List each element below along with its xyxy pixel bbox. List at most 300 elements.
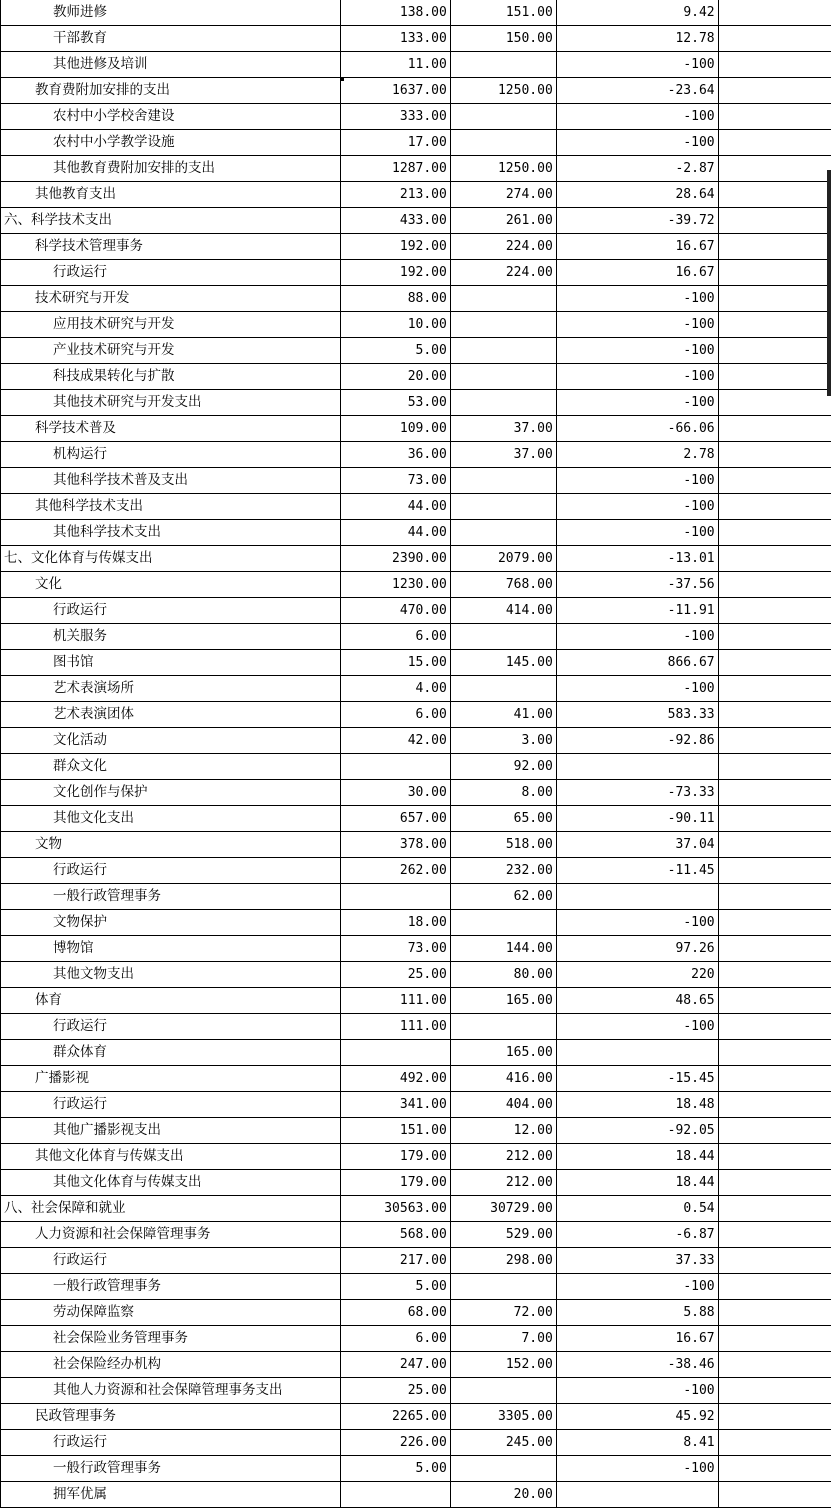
value-cell-1[interactable]: 6.00 [340,624,450,650]
empty-cell[interactable] [718,728,831,754]
empty-cell[interactable] [718,1300,831,1326]
value-cell-1[interactable]: 1287.00 [340,156,450,182]
change-percent-cell[interactable]: -100 [556,1456,718,1482]
change-percent-cell[interactable]: -92.86 [556,728,718,754]
value-cell-2[interactable] [450,52,556,78]
item-name-cell[interactable]: 农村中小学校舍建设 [1,104,341,130]
value-cell-2[interactable] [450,104,556,130]
item-name-cell[interactable]: 行政运行 [1,1430,341,1456]
value-cell-2[interactable] [450,468,556,494]
change-percent-cell[interactable] [556,754,718,780]
value-cell-1[interactable]: 1230.00 [340,572,450,598]
item-name-cell[interactable]: 体育 [1,988,341,1014]
item-name-cell[interactable]: 六、科学技术支出 [1,208,341,234]
item-name-cell[interactable]: 图书馆 [1,650,341,676]
change-percent-cell[interactable]: -6.87 [556,1222,718,1248]
empty-cell[interactable] [718,546,831,572]
empty-cell[interactable] [718,520,831,546]
change-percent-cell[interactable]: -11.45 [556,858,718,884]
empty-cell[interactable] [718,884,831,910]
item-name-cell[interactable]: 博物馆 [1,936,341,962]
empty-cell[interactable] [718,104,831,130]
budget-table-body [1,0,831,1508]
empty-cell[interactable] [718,260,831,286]
value-cell-1[interactable]: 179.00 [340,1144,450,1170]
value-cell-2[interactable] [450,338,556,364]
change-percent-cell[interactable]: -100 [556,1274,718,1300]
value-cell-1[interactable]: 179.00 [340,1170,450,1196]
value-cell-2[interactable]: 41.00 [450,702,556,728]
change-percent-cell[interactable]: 220 [556,962,718,988]
value-cell-2[interactable]: 145.00 [450,650,556,676]
change-percent-cell[interactable]: 97.26 [556,936,718,962]
item-name-cell[interactable]: 行政运行 [1,858,341,884]
value-cell-1[interactable]: 213.00 [340,182,450,208]
item-name-cell[interactable]: 劳动保障监察 [1,1300,341,1326]
empty-cell[interactable] [718,806,831,832]
value-cell-2[interactable]: 274.00 [450,182,556,208]
empty-cell[interactable] [718,1274,831,1300]
empty-cell[interactable] [718,26,831,52]
change-percent-cell[interactable]: 28.64 [556,182,718,208]
change-percent-cell[interactable]: -100 [556,494,718,520]
empty-cell[interactable] [718,468,831,494]
value-cell-1[interactable]: 36.00 [340,442,450,468]
change-percent-cell[interactable]: -90.11 [556,806,718,832]
value-cell-1[interactable]: 341.00 [340,1092,450,1118]
value-cell-2[interactable]: 3.00 [450,728,556,754]
change-percent-cell[interactable]: -37.56 [556,572,718,598]
item-name-cell[interactable]: 科学技术普及 [1,416,341,442]
change-percent-cell[interactable]: -73.33 [556,780,718,806]
change-percent-cell[interactable]: -100 [556,130,718,156]
value-cell-2[interactable]: 224.00 [450,260,556,286]
item-name-cell[interactable]: 社会保险经办机构 [1,1352,341,1378]
change-percent-cell[interactable] [556,884,718,910]
item-name-cell[interactable]: 行政运行 [1,1248,341,1274]
change-percent-cell[interactable]: -100 [556,364,718,390]
empty-cell[interactable] [718,1092,831,1118]
value-cell-1[interactable]: 15.00 [340,650,450,676]
value-cell-2[interactable]: 165.00 [450,988,556,1014]
value-cell-2[interactable]: 165.00 [450,1040,556,1066]
change-percent-cell[interactable]: -13.01 [556,546,718,572]
value-cell-2[interactable] [450,130,556,156]
vertical-scrollbar[interactable] [827,170,831,396]
value-cell-1[interactable]: 11.00 [340,52,450,78]
empty-cell[interactable] [718,182,831,208]
empty-cell[interactable] [718,1456,831,1482]
item-name-cell[interactable]: 文化活动 [1,728,341,754]
change-percent-cell[interactable]: -66.06 [556,416,718,442]
value-cell-2[interactable]: 80.00 [450,962,556,988]
empty-cell[interactable] [718,832,831,858]
value-cell-1[interactable]: 30563.00 [340,1196,450,1222]
item-name-cell[interactable]: 其他教育费附加安排的支出 [1,156,341,182]
empty-cell[interactable] [718,1404,831,1430]
empty-cell[interactable] [718,52,831,78]
value-cell-1[interactable]: 111.00 [340,988,450,1014]
table-row [1,234,831,260]
item-name-cell[interactable]: 文物保护 [1,910,341,936]
value-cell-2[interactable] [450,1274,556,1300]
item-name-cell[interactable]: 教师进修 [1,0,341,26]
value-cell-1[interactable]: 20.00 [340,364,450,390]
value-cell-1[interactable]: 492.00 [340,1066,450,1092]
item-name-cell[interactable]: 八、社会保障和就业 [1,1196,341,1222]
table-row [1,884,831,910]
change-percent-cell[interactable]: 16.67 [556,1326,718,1352]
value-cell-2[interactable]: 224.00 [450,234,556,260]
item-name-cell[interactable]: 拥军优属 [1,1482,341,1508]
value-cell-2[interactable] [450,286,556,312]
value-cell-1[interactable]: 5.00 [340,338,450,364]
change-percent-cell[interactable]: 45.92 [556,1404,718,1430]
change-percent-cell[interactable]: 16.67 [556,260,718,286]
value-cell-2[interactable]: 2079.00 [450,546,556,572]
empty-cell[interactable] [718,910,831,936]
value-cell-1[interactable]: 2390.00 [340,546,450,572]
value-cell-1[interactable]: 5.00 [340,1456,450,1482]
value-cell-1[interactable]: 262.00 [340,858,450,884]
table-row [1,1014,831,1040]
value-cell-1[interactable]: 470.00 [340,598,450,624]
value-cell-2[interactable]: 151.00 [450,0,556,26]
empty-cell[interactable] [718,208,831,234]
empty-cell[interactable] [718,130,831,156]
empty-cell[interactable] [718,1430,831,1456]
empty-cell[interactable] [718,754,831,780]
value-cell-2[interactable]: 212.00 [450,1170,556,1196]
value-cell-1[interactable]: 151.00 [340,1118,450,1144]
value-cell-2[interactable]: 404.00 [450,1092,556,1118]
empty-cell[interactable] [718,1040,831,1066]
change-percent-cell[interactable]: 18.48 [556,1092,718,1118]
change-percent-cell[interactable]: 8.41 [556,1430,718,1456]
value-cell-2[interactable]: 7.00 [450,1326,556,1352]
item-name-cell[interactable]: 广播影视 [1,1066,341,1092]
empty-cell[interactable] [718,156,831,182]
value-cell-1[interactable]: 73.00 [340,468,450,494]
value-cell-2[interactable] [450,624,556,650]
value-cell-1[interactable]: 138.00 [340,0,450,26]
empty-cell[interactable] [718,494,831,520]
empty-cell[interactable] [718,962,831,988]
empty-cell[interactable] [718,1248,831,1274]
value-cell-1[interactable] [340,1040,450,1066]
value-cell-1[interactable]: 68.00 [340,1300,450,1326]
empty-cell[interactable] [718,286,831,312]
item-name-cell[interactable]: 文化创作与保护 [1,780,341,806]
change-percent-cell[interactable]: 583.33 [556,702,718,728]
item-name-cell[interactable]: 行政运行 [1,1014,341,1040]
empty-cell[interactable] [718,572,831,598]
change-percent-cell[interactable]: 18.44 [556,1144,718,1170]
value-cell-1[interactable]: 217.00 [340,1248,450,1274]
table-row [1,832,831,858]
empty-cell[interactable] [718,1144,831,1170]
change-percent-cell[interactable]: -2.87 [556,156,718,182]
value-cell-2[interactable] [450,910,556,936]
change-percent-cell[interactable]: 866.67 [556,650,718,676]
value-cell-1[interactable]: 25.00 [340,1378,450,1404]
value-cell-2[interactable]: 298.00 [450,1248,556,1274]
empty-cell[interactable] [718,702,831,728]
item-name-cell[interactable]: 民政管理事务 [1,1404,341,1430]
value-cell-2[interactable] [450,390,556,416]
value-cell-2[interactable]: 245.00 [450,1430,556,1456]
item-name-cell[interactable]: 其他文化体育与传媒支出 [1,1144,341,1170]
value-cell-2[interactable] [450,676,556,702]
item-name-cell[interactable]: 其他广播影视支出 [1,1118,341,1144]
change-percent-cell[interactable]: -100 [556,468,718,494]
item-name-cell[interactable]: 人力资源和社会保障管理事务 [1,1222,341,1248]
value-cell-2[interactable]: 37.00 [450,416,556,442]
item-name-cell[interactable]: 艺术表演团体 [1,702,341,728]
value-cell-1[interactable]: 73.00 [340,936,450,962]
item-name-cell[interactable]: 应用技术研究与开发 [1,312,341,338]
empty-cell[interactable] [718,650,831,676]
item-name-cell[interactable]: 七、文化体育与传媒支出 [1,546,341,572]
value-cell-2[interactable]: 30729.00 [450,1196,556,1222]
value-cell-1[interactable]: 109.00 [340,416,450,442]
item-name-cell[interactable]: 艺术表演场所 [1,676,341,702]
value-cell-2[interactable] [450,364,556,390]
value-cell-2[interactable]: 232.00 [450,858,556,884]
empty-cell[interactable] [718,780,831,806]
value-cell-1[interactable]: 111.00 [340,1014,450,1040]
empty-cell[interactable] [718,364,831,390]
value-cell-2[interactable]: 150.00 [450,26,556,52]
item-name-cell[interactable]: 其他教育支出 [1,182,341,208]
value-cell-2[interactable]: 62.00 [450,884,556,910]
empty-cell[interactable] [718,936,831,962]
change-percent-cell[interactable]: 9.42 [556,0,718,26]
item-name-cell[interactable]: 其他文物支出 [1,962,341,988]
table-row [1,650,831,676]
empty-cell[interactable] [718,1066,831,1092]
change-percent-cell[interactable]: -100 [556,104,718,130]
change-percent-cell[interactable]: 0.54 [556,1196,718,1222]
value-cell-1[interactable]: 18.00 [340,910,450,936]
change-percent-cell[interactable]: -100 [556,338,718,364]
value-cell-1[interactable]: 657.00 [340,806,450,832]
item-name-cell[interactable]: 一般行政管理事务 [1,1274,341,1300]
value-cell-1[interactable]: 226.00 [340,1430,450,1456]
item-name-cell[interactable]: 其他科学技术支出 [1,520,341,546]
change-percent-cell[interactable] [556,1482,718,1508]
value-cell-1[interactable]: 568.00 [340,1222,450,1248]
value-cell-2[interactable]: 1250.00 [450,78,556,104]
item-name-cell[interactable]: 其他进修及培训 [1,52,341,78]
change-percent-cell[interactable]: 16.67 [556,234,718,260]
item-name-cell[interactable]: 机关服务 [1,624,341,650]
value-cell-2[interactable]: 92.00 [450,754,556,780]
value-cell-2[interactable] [450,1014,556,1040]
value-cell-1[interactable]: 378.00 [340,832,450,858]
empty-cell[interactable] [718,338,831,364]
value-cell-2[interactable]: 529.00 [450,1222,556,1248]
empty-cell[interactable] [718,858,831,884]
value-cell-2[interactable]: 152.00 [450,1352,556,1378]
value-cell-2[interactable]: 12.00 [450,1118,556,1144]
empty-cell[interactable] [718,234,831,260]
value-cell-2[interactable] [450,494,556,520]
change-percent-cell[interactable]: 12.78 [556,26,718,52]
value-cell-2[interactable]: 144.00 [450,936,556,962]
empty-cell[interactable] [718,624,831,650]
value-cell-1[interactable]: 88.00 [340,286,450,312]
change-percent-cell[interactable]: -92.05 [556,1118,718,1144]
item-name-cell[interactable]: 行政运行 [1,1092,341,1118]
change-percent-cell[interactable]: -39.72 [556,208,718,234]
value-cell-1[interactable] [340,1482,450,1508]
empty-cell[interactable] [718,442,831,468]
table-row [1,728,831,754]
empty-cell[interactable] [718,1118,831,1144]
item-name-cell[interactable]: 干部教育 [1,26,341,52]
change-percent-cell[interactable]: -100 [556,1378,718,1404]
value-cell-1[interactable]: 25.00 [340,962,450,988]
value-cell-1[interactable]: 4.00 [340,676,450,702]
item-name-cell[interactable]: 其他技术研究与开发支出 [1,390,341,416]
value-cell-2[interactable]: 212.00 [450,1144,556,1170]
value-cell-1[interactable]: 44.00 [340,520,450,546]
change-percent-cell[interactable]: -100 [556,1014,718,1040]
value-cell-2[interactable]: 8.00 [450,780,556,806]
empty-cell[interactable] [718,1014,831,1040]
change-percent-cell[interactable]: -38.46 [556,1352,718,1378]
value-cell-2[interactable] [450,1378,556,1404]
value-cell-1[interactable]: 133.00 [340,26,450,52]
change-percent-cell[interactable] [556,1040,718,1066]
value-cell-2[interactable] [450,1456,556,1482]
value-cell-2[interactable]: 20.00 [450,1482,556,1508]
value-cell-1[interactable] [340,754,450,780]
empty-cell[interactable] [718,1196,831,1222]
value-cell-1[interactable]: 17.00 [340,130,450,156]
value-cell-2[interactable]: 72.00 [450,1300,556,1326]
item-name-cell[interactable]: 一般行政管理事务 [1,884,341,910]
change-percent-cell[interactable]: 37.33 [556,1248,718,1274]
value-cell-1[interactable]: 42.00 [340,728,450,754]
item-name-cell[interactable]: 农村中小学教学设施 [1,130,341,156]
empty-cell[interactable] [718,390,831,416]
value-cell-1[interactable]: 5.00 [340,1274,450,1300]
change-percent-cell[interactable]: 48.65 [556,988,718,1014]
value-cell-1[interactable]: 1637.00 [340,78,450,104]
item-name-cell[interactable]: 行政运行 [1,260,341,286]
value-cell-2[interactable]: 414.00 [450,598,556,624]
change-percent-cell[interactable]: -11.91 [556,598,718,624]
value-cell-1[interactable]: 53.00 [340,390,450,416]
value-cell-2[interactable]: 1250.00 [450,156,556,182]
item-name-cell[interactable]: 行政运行 [1,598,341,624]
item-name-cell[interactable]: 群众体育 [1,1040,341,1066]
item-name-cell[interactable]: 文化 [1,572,341,598]
empty-cell[interactable] [718,676,831,702]
change-percent-cell[interactable]: 37.04 [556,832,718,858]
item-name-cell[interactable]: 技术研究与开发 [1,286,341,312]
empty-cell[interactable] [718,1352,831,1378]
item-name-cell[interactable]: 产业技术研究与开发 [1,338,341,364]
change-percent-cell[interactable]: -100 [556,520,718,546]
empty-cell[interactable] [718,312,831,338]
item-name-cell[interactable]: 科技成果转化与扩散 [1,364,341,390]
empty-cell[interactable] [718,1326,831,1352]
change-percent-cell[interactable]: -100 [556,676,718,702]
value-cell-1[interactable]: 44.00 [340,494,450,520]
item-name-cell[interactable]: 其他人力资源和社会保障管理事务支出 [1,1378,341,1404]
empty-cell[interactable] [718,78,831,104]
value-cell-1[interactable]: 192.00 [340,260,450,286]
value-cell-2[interactable] [450,312,556,338]
empty-cell[interactable] [718,1170,831,1196]
change-percent-cell[interactable]: -100 [556,910,718,936]
change-percent-cell[interactable]: -23.64 [556,78,718,104]
item-name-cell[interactable]: 科学技术管理事务 [1,234,341,260]
empty-cell[interactable] [718,1482,831,1508]
value-cell-1[interactable]: 30.00 [340,780,450,806]
change-percent-cell[interactable]: -15.45 [556,1066,718,1092]
value-cell-2[interactable] [450,520,556,546]
empty-cell[interactable] [718,1378,831,1404]
item-name-cell[interactable]: 文物 [1,832,341,858]
value-cell-2[interactable]: 768.00 [450,572,556,598]
value-cell-1[interactable] [340,884,450,910]
empty-cell[interactable] [718,416,831,442]
value-cell-2[interactable]: 261.00 [450,208,556,234]
empty-cell[interactable] [718,0,831,26]
change-percent-cell[interactable]: -100 [556,52,718,78]
empty-cell[interactable] [718,1222,831,1248]
item-name-cell[interactable]: 其他科学技术支出 [1,494,341,520]
value-cell-1[interactable]: 10.00 [340,312,450,338]
change-percent-cell[interactable]: -100 [556,312,718,338]
change-percent-cell[interactable]: 5.88 [556,1300,718,1326]
item-name-cell[interactable]: 群众文化 [1,754,341,780]
item-name-cell[interactable]: 其他文化支出 [1,806,341,832]
change-percent-cell[interactable]: 18.44 [556,1170,718,1196]
item-name-cell[interactable]: 社会保险业务管理事务 [1,1326,341,1352]
change-percent-cell[interactable]: -100 [556,624,718,650]
value-cell-1[interactable]: 333.00 [340,104,450,130]
change-percent-cell[interactable]: -100 [556,390,718,416]
value-cell-1[interactable]: 2265.00 [340,1404,450,1430]
table-row [1,312,831,338]
value-cell-1[interactable]: 247.00 [340,1352,450,1378]
empty-cell[interactable] [718,988,831,1014]
item-name-cell[interactable]: 其他文化体育与传媒支出 [1,1170,341,1196]
value-cell-1[interactable]: 6.00 [340,1326,450,1352]
value-cell-1[interactable]: 433.00 [340,208,450,234]
value-cell-2[interactable]: 37.00 [450,442,556,468]
value-cell-2[interactable]: 3305.00 [450,1404,556,1430]
value-cell-1[interactable]: 6.00 [340,702,450,728]
change-percent-cell[interactable]: 2.78 [556,442,718,468]
empty-cell[interactable] [718,598,831,624]
table-row [1,208,831,234]
value-cell-2[interactable]: 518.00 [450,832,556,858]
value-cell-2[interactable]: 65.00 [450,806,556,832]
value-cell-1[interactable]: 192.00 [340,234,450,260]
item-name-cell[interactable]: 教育费附加安排的支出 [1,78,341,104]
value-cell-2[interactable]: 416.00 [450,1066,556,1092]
change-percent-cell[interactable]: -100 [556,286,718,312]
item-name-cell[interactable]: 机构运行 [1,442,341,468]
item-name-cell[interactable]: 一般行政管理事务 [1,1456,341,1482]
item-name-cell[interactable]: 其他科学技术普及支出 [1,468,341,494]
